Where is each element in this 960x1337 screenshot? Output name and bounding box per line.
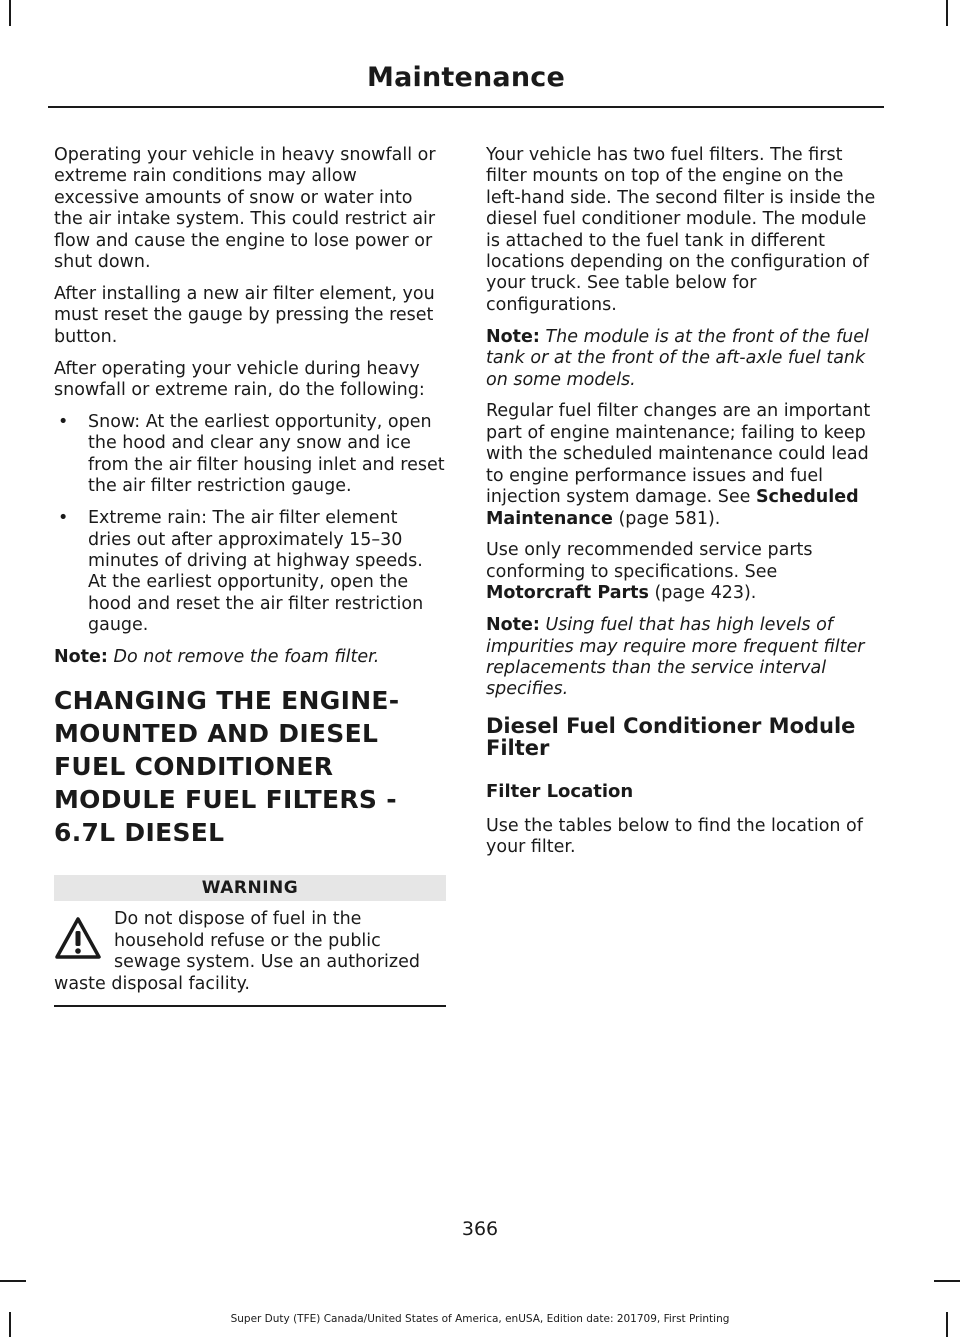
warning-heading: WARNING bbox=[54, 875, 446, 901]
paragraph-text: Regular fuel filter changes are an important part of engine maintenance; failing to keep with the scheduled maintenance could lead to engine performance issues and fuel injection system damage. See bbox=[486, 401, 871, 508]
crop-mark bbox=[0, 1280, 26, 1282]
sub-subheading: Filter Location bbox=[486, 780, 634, 802]
warning-body bbox=[54, 909, 446, 995]
note bbox=[486, 615, 878, 701]
paragraph: After installing a new air filter element, you must reset the gauge by pressing the reset button. bbox=[54, 283, 435, 347]
paragraph-text: Use only recommended service parts conforming to specifications. See bbox=[486, 540, 813, 582]
note-text: Using fuel that has high levels of impurities may require more frequent filter replacements than the service interval specifies. bbox=[486, 615, 865, 700]
paragraph: Use the tables below to find the location of your filter. bbox=[486, 815, 863, 858]
cross-reference-link[interactable]: Motorcraft Parts bbox=[486, 583, 649, 604]
section-title: CHANGING THE ENGINE-MOUNTED AND DIESEL FUEL CONDITIONER MODULE FUEL FILTERS - 6.7L DIESEL bbox=[54, 686, 400, 848]
bullet-marker: • bbox=[58, 411, 69, 432]
warning-box bbox=[54, 875, 446, 1007]
bullet-marker: • bbox=[58, 508, 69, 529]
paragraph bbox=[486, 540, 878, 604]
paragraph: Your vehicle has two fuel filters. The first filter mounts on top of the engine on the left-hand side. The second filter is inside the diesel fuel conditioner module. The module is attached to the fuel tank in different locations depending on the configuration of your truck. See table below for configurations. bbox=[486, 145, 876, 315]
paragraph: After operating your vehicle during heavy snowfall or extreme rain, do the following: bbox=[54, 358, 425, 401]
bullet-list bbox=[54, 412, 446, 637]
paragraph: Operating your vehicle in heavy snowfall or extreme rain conditions may allow excessive amounts of snow or water into the air intake system. This could restrict air flow and cause the engine to lose power or shut down. bbox=[54, 145, 436, 273]
crop-mark bbox=[934, 1280, 960, 1282]
warning-triangle-icon bbox=[54, 915, 102, 963]
list-item bbox=[54, 508, 446, 636]
page-reference: (page 423). bbox=[648, 583, 757, 604]
note-label: Note: bbox=[486, 326, 540, 347]
note bbox=[486, 327, 878, 391]
note bbox=[54, 647, 446, 668]
left-column bbox=[54, 145, 446, 1017]
page-header bbox=[48, 58, 884, 108]
list-item-text: Extreme rain: The air filter element dries out after approximately 15–30 minutes of driving at highway speeds. At the earliest opportunity, open the hood and reset the air filter restriction gauge. bbox=[88, 508, 424, 636]
list-item bbox=[54, 412, 446, 498]
crop-mark bbox=[9, 0, 11, 26]
note-label: Note: bbox=[54, 647, 108, 668]
right-column bbox=[486, 145, 878, 869]
paragraph bbox=[486, 401, 878, 529]
subheading: Diesel Fuel Conditioner Module Filter bbox=[486, 713, 856, 760]
footer-text: Super Duty (TFE) Canada/United States of America, enUSA, Edition date: 201709, First Printing bbox=[230, 1313, 730, 1325]
cross-reference-link[interactable]: Scheduled Maintenance bbox=[486, 487, 859, 529]
note-text: The module is at the front of the fuel tank or at the front of the aft-axle fuel tank on some models. bbox=[486, 326, 869, 390]
crop-mark bbox=[946, 0, 948, 26]
note-text: Do not remove the foam filter. bbox=[113, 647, 380, 668]
list-item-text: Snow: At the earliest opportunity, open the hood and clear any snow and ice from the air filter housing inlet and reset the air filter restriction gauge. bbox=[88, 411, 445, 497]
warning-text: Do not dispose of fuel in the household refuse or the public sewage system. Use an authorized waste disposal facility. bbox=[54, 909, 420, 994]
page-title: Maintenance bbox=[367, 62, 565, 93]
page-reference: (page 581). bbox=[612, 508, 721, 529]
note-label: Note: bbox=[486, 615, 540, 636]
page-number: 366 bbox=[461, 1218, 499, 1240]
